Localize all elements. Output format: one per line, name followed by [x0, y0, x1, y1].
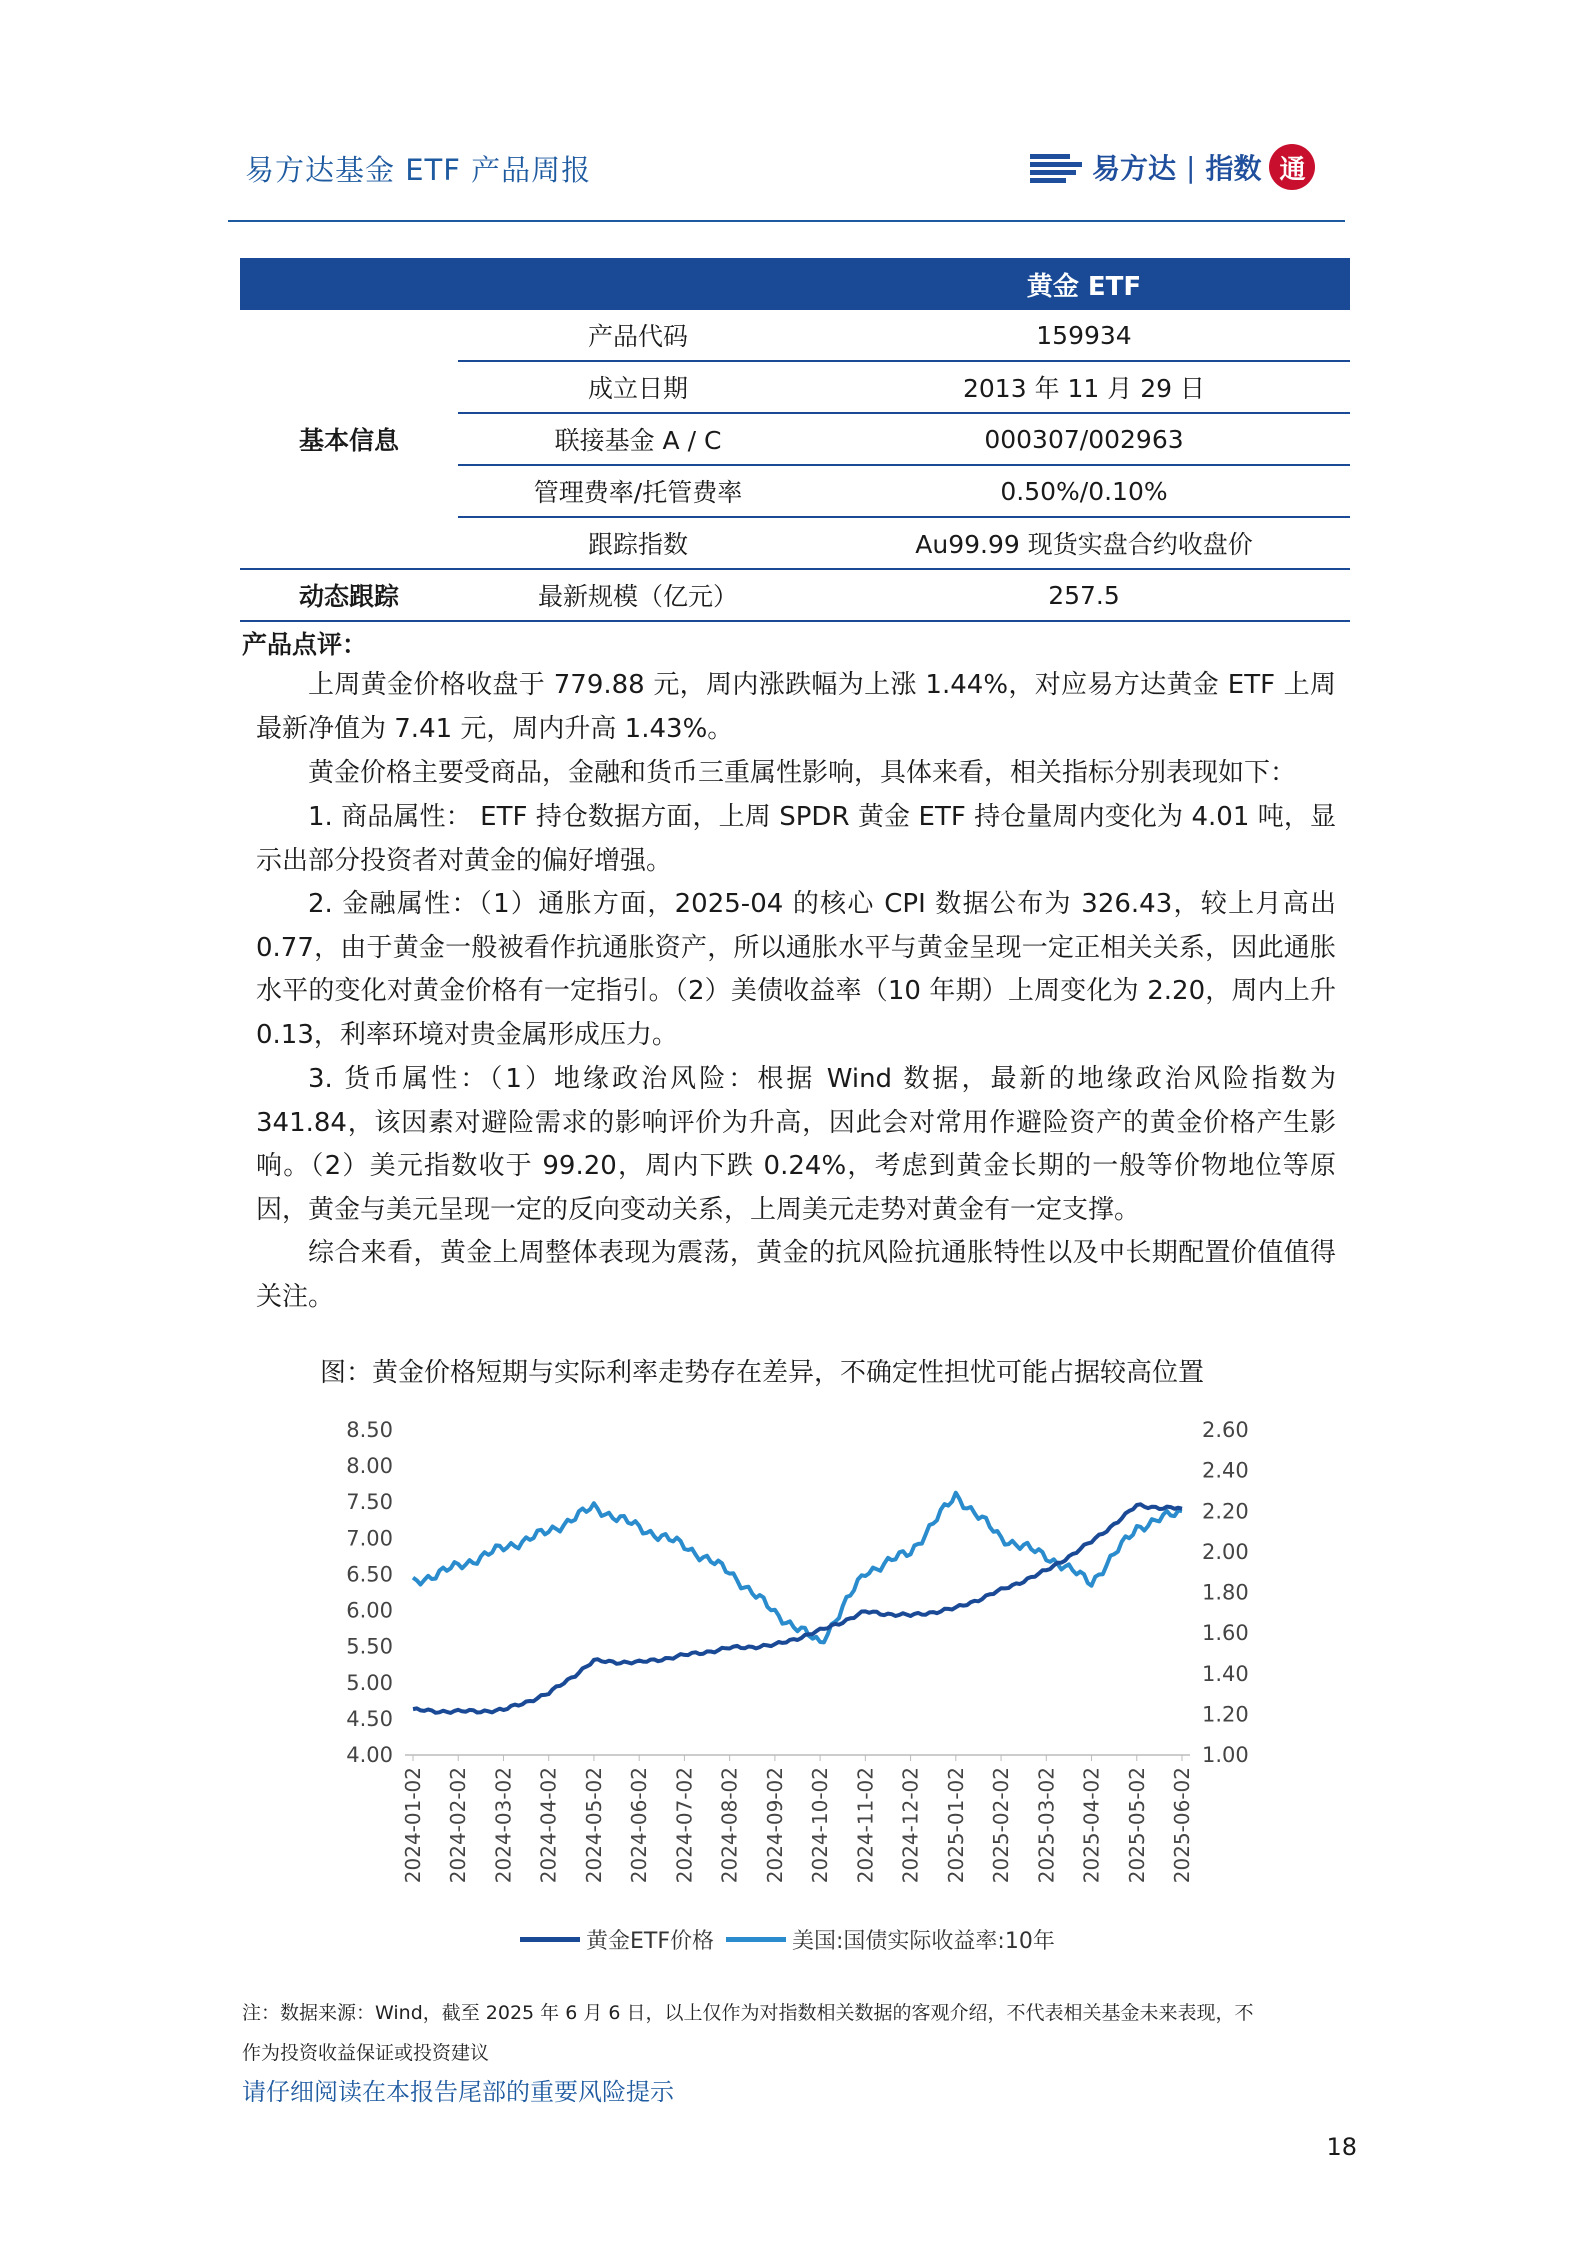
- product-info-table: [240, 258, 1350, 622]
- y-left-tick-label: 4.00: [346, 1743, 393, 1767]
- group-dynamic-tracking: 动态跟踪: [240, 569, 458, 621]
- y-right-tick-label: 2.40: [1202, 1458, 1249, 1483]
- row-key: 管理费率/托管费率: [458, 465, 818, 517]
- x-tick-label: 2024-11-02: [853, 1767, 878, 1884]
- y-right-tick-label: 1.00: [1202, 1743, 1249, 1767]
- review-label: 产品点评：: [242, 630, 368, 659]
- y-right-tick-label: 1.40: [1202, 1661, 1249, 1686]
- y-right-tick-label: 2.00: [1202, 1539, 1249, 1564]
- row-key: 联接基金 A / C: [458, 413, 818, 465]
- legend-label-yield: 美国:国债实际收益率:10年: [792, 1929, 1055, 1954]
- header-divider: [228, 220, 1345, 222]
- source-note-line-1: 注：数据来源：Wind，截至 2025 年 6 月 6 日，以上仅作为对指数相关数据的客观介绍，不代表相关基金未来表现，不: [242, 2002, 1254, 2024]
- x-tick-label: 2024-04-02: [536, 1767, 561, 1884]
- gold-vs-real-yield-chart: [300, 1400, 1249, 1910]
- review-paragraph-3: 1. 商品属性： ETF 持仓数据方面，上周 SPDR 黄金 ETF 持仓量周内变化为 4.01 吨，显示出部分投资者对黄金的偏好增强。: [256, 802, 1336, 876]
- x-tick-label: 2024-09-02: [762, 1767, 787, 1884]
- x-tick-label: 2025-05-02: [1124, 1767, 1149, 1884]
- logo-stripes-icon: [1030, 152, 1088, 182]
- logo-product-text: 指数: [1205, 152, 1262, 185]
- row-value: Au99.99 现货实盘合约收盘价: [818, 517, 1350, 569]
- series-line-real-yield: [413, 1493, 1182, 1643]
- row-value: 257.5: [818, 569, 1350, 621]
- x-tick-label: 2024-10-02: [808, 1767, 833, 1884]
- x-tick-label: 2025-04-02: [1079, 1767, 1104, 1884]
- x-tick-label: 2024-12-02: [898, 1767, 923, 1884]
- x-tick-label: 2024-07-02: [672, 1767, 697, 1884]
- y-left-tick-label: 8.00: [346, 1454, 393, 1479]
- row-key: 跟踪指数: [458, 517, 818, 569]
- y-right-tick-label: 1.60: [1202, 1621, 1249, 1646]
- review-paragraph-5: 3. 货币属性：（1）地缘政治风险：根据 Wind 数据，最新的地缘政治风险指数为 341.84，该因素对避险需求的影响评价为升高，因此会对常用作避险资产的黄金价格产生影响。（2）美元指数收于 99.20，周内下跌 0.24%，考虑到黄金长期的一般等价物地位等原因，黄金与美元呈现一定的反向变动关系，上周美元走势对黄金有一定支撑。: [256, 1064, 1336, 1225]
- y-left-tick-label: 6.50: [346, 1562, 393, 1587]
- table-header-row: [240, 258, 1350, 310]
- figure-title: 图：黄金价格短期与实际利率走势存在差异，不确定性担忧可能占据较高位置: [320, 1358, 1205, 1388]
- source-note-line-2: 作为投资收益保证或投资建议: [242, 2042, 490, 2064]
- x-tick-label: 2025-06-02: [1170, 1767, 1194, 1884]
- y-right-tick-label: 2.60: [1202, 1418, 1249, 1442]
- y-right-tick-label: 2.20: [1202, 1499, 1249, 1524]
- series-line-gold-etf: [413, 1504, 1182, 1713]
- group-basic-info: 基本信息: [240, 310, 458, 569]
- legend-label-gold: 黄金ETF价格: [586, 1929, 714, 1954]
- y-left-tick-label: 8.50: [346, 1418, 393, 1442]
- x-tick-label: 2024-06-02: [627, 1767, 652, 1884]
- row-value: 159934: [818, 310, 1350, 361]
- legend-swatch-yield: [726, 1937, 786, 1942]
- x-tick-label: 2024-02-02: [446, 1767, 471, 1884]
- y-left-tick-label: 6.00: [346, 1598, 393, 1623]
- x-tick-label: 2025-02-02: [989, 1767, 1014, 1884]
- row-value: 2013 年 11 月 29 日: [818, 361, 1350, 413]
- x-tick-label: 2024-03-02: [491, 1767, 516, 1884]
- row-key: 最新规模（亿元）: [458, 569, 818, 621]
- y-right-tick-label: 1.20: [1202, 1702, 1249, 1727]
- logo-brand-text: 易方达: [1092, 152, 1177, 185]
- x-tick-label: 2024-08-02: [717, 1767, 742, 1884]
- y-right-tick-label: 1.80: [1202, 1580, 1249, 1605]
- y-left-tick-label: 5.50: [346, 1634, 393, 1659]
- y-left-tick-label: 7.50: [346, 1490, 393, 1515]
- row-key: 产品代码: [458, 310, 818, 361]
- review-paragraph-4: 2. 金融属性：（1）通胀方面，2025-04 的核心 CPI 数据公布为 326.43，较上月高出 0.77，由于黄金一般被看作抗通胀资产，所以通胀水平与黄金呈现一定正相关关系，因此通胀水平的变化对黄金价格有一定指引。（2）美债收益率（10 年期）上周变化为 2.20，周内上升 0.13，利率环境对贵金属形成压力。: [256, 889, 1336, 1050]
- review-paragraph-1: 上周黄金价格收盘于 779.88 元，周内涨跌幅为上涨 1.44%，对应易方达黄金 ETF 上周最新净值为 7.41 元，周内升高 1.43%。: [256, 670, 1336, 744]
- row-value: 0.50%/0.10%: [818, 465, 1350, 517]
- row-key: 成立日期: [458, 361, 818, 413]
- legend-swatch-gold: [520, 1937, 580, 1942]
- table-row: [240, 310, 1350, 361]
- row-value: 000307/002963: [818, 413, 1350, 465]
- review-paragraph-2: 黄金价格主要受商品，金融和货币三重属性影响，具体来看，相关指标分别表现如下：: [308, 758, 1297, 788]
- logo-seal: 通: [1269, 144, 1315, 190]
- x-tick-label: 2025-01-02: [943, 1767, 968, 1884]
- x-tick-label: 2024-05-02: [581, 1767, 606, 1884]
- review-paragraph-6: 综合来看，黄金上周整体表现为震荡，黄金的抗风险抗通胀特性以及中长期配置价值值得关注。: [256, 1238, 1336, 1312]
- x-tick-label: 2024-01-02: [401, 1767, 425, 1884]
- page-number: 18: [1326, 2133, 1357, 2161]
- logo-separator: |: [1186, 150, 1196, 184]
- risk-warning: 请仔细阅读在本报告尾部的重要风险提示: [242, 2078, 674, 2106]
- chart-legend: [520, 1924, 1055, 1955]
- brand-logo: [1030, 138, 1315, 196]
- y-left-tick-label: 4.50: [346, 1706, 393, 1731]
- report-title: 易方达基金 ETF 产品周报: [245, 153, 592, 187]
- y-left-tick-label: 7.00: [346, 1526, 393, 1551]
- x-tick-label: 2025-03-02: [1034, 1767, 1059, 1884]
- product-name-cell: 黄金 ETF: [818, 258, 1350, 310]
- y-left-tick-label: 5.00: [346, 1670, 393, 1695]
- table-header-blank: [240, 258, 818, 310]
- table-row: [240, 569, 1350, 621]
